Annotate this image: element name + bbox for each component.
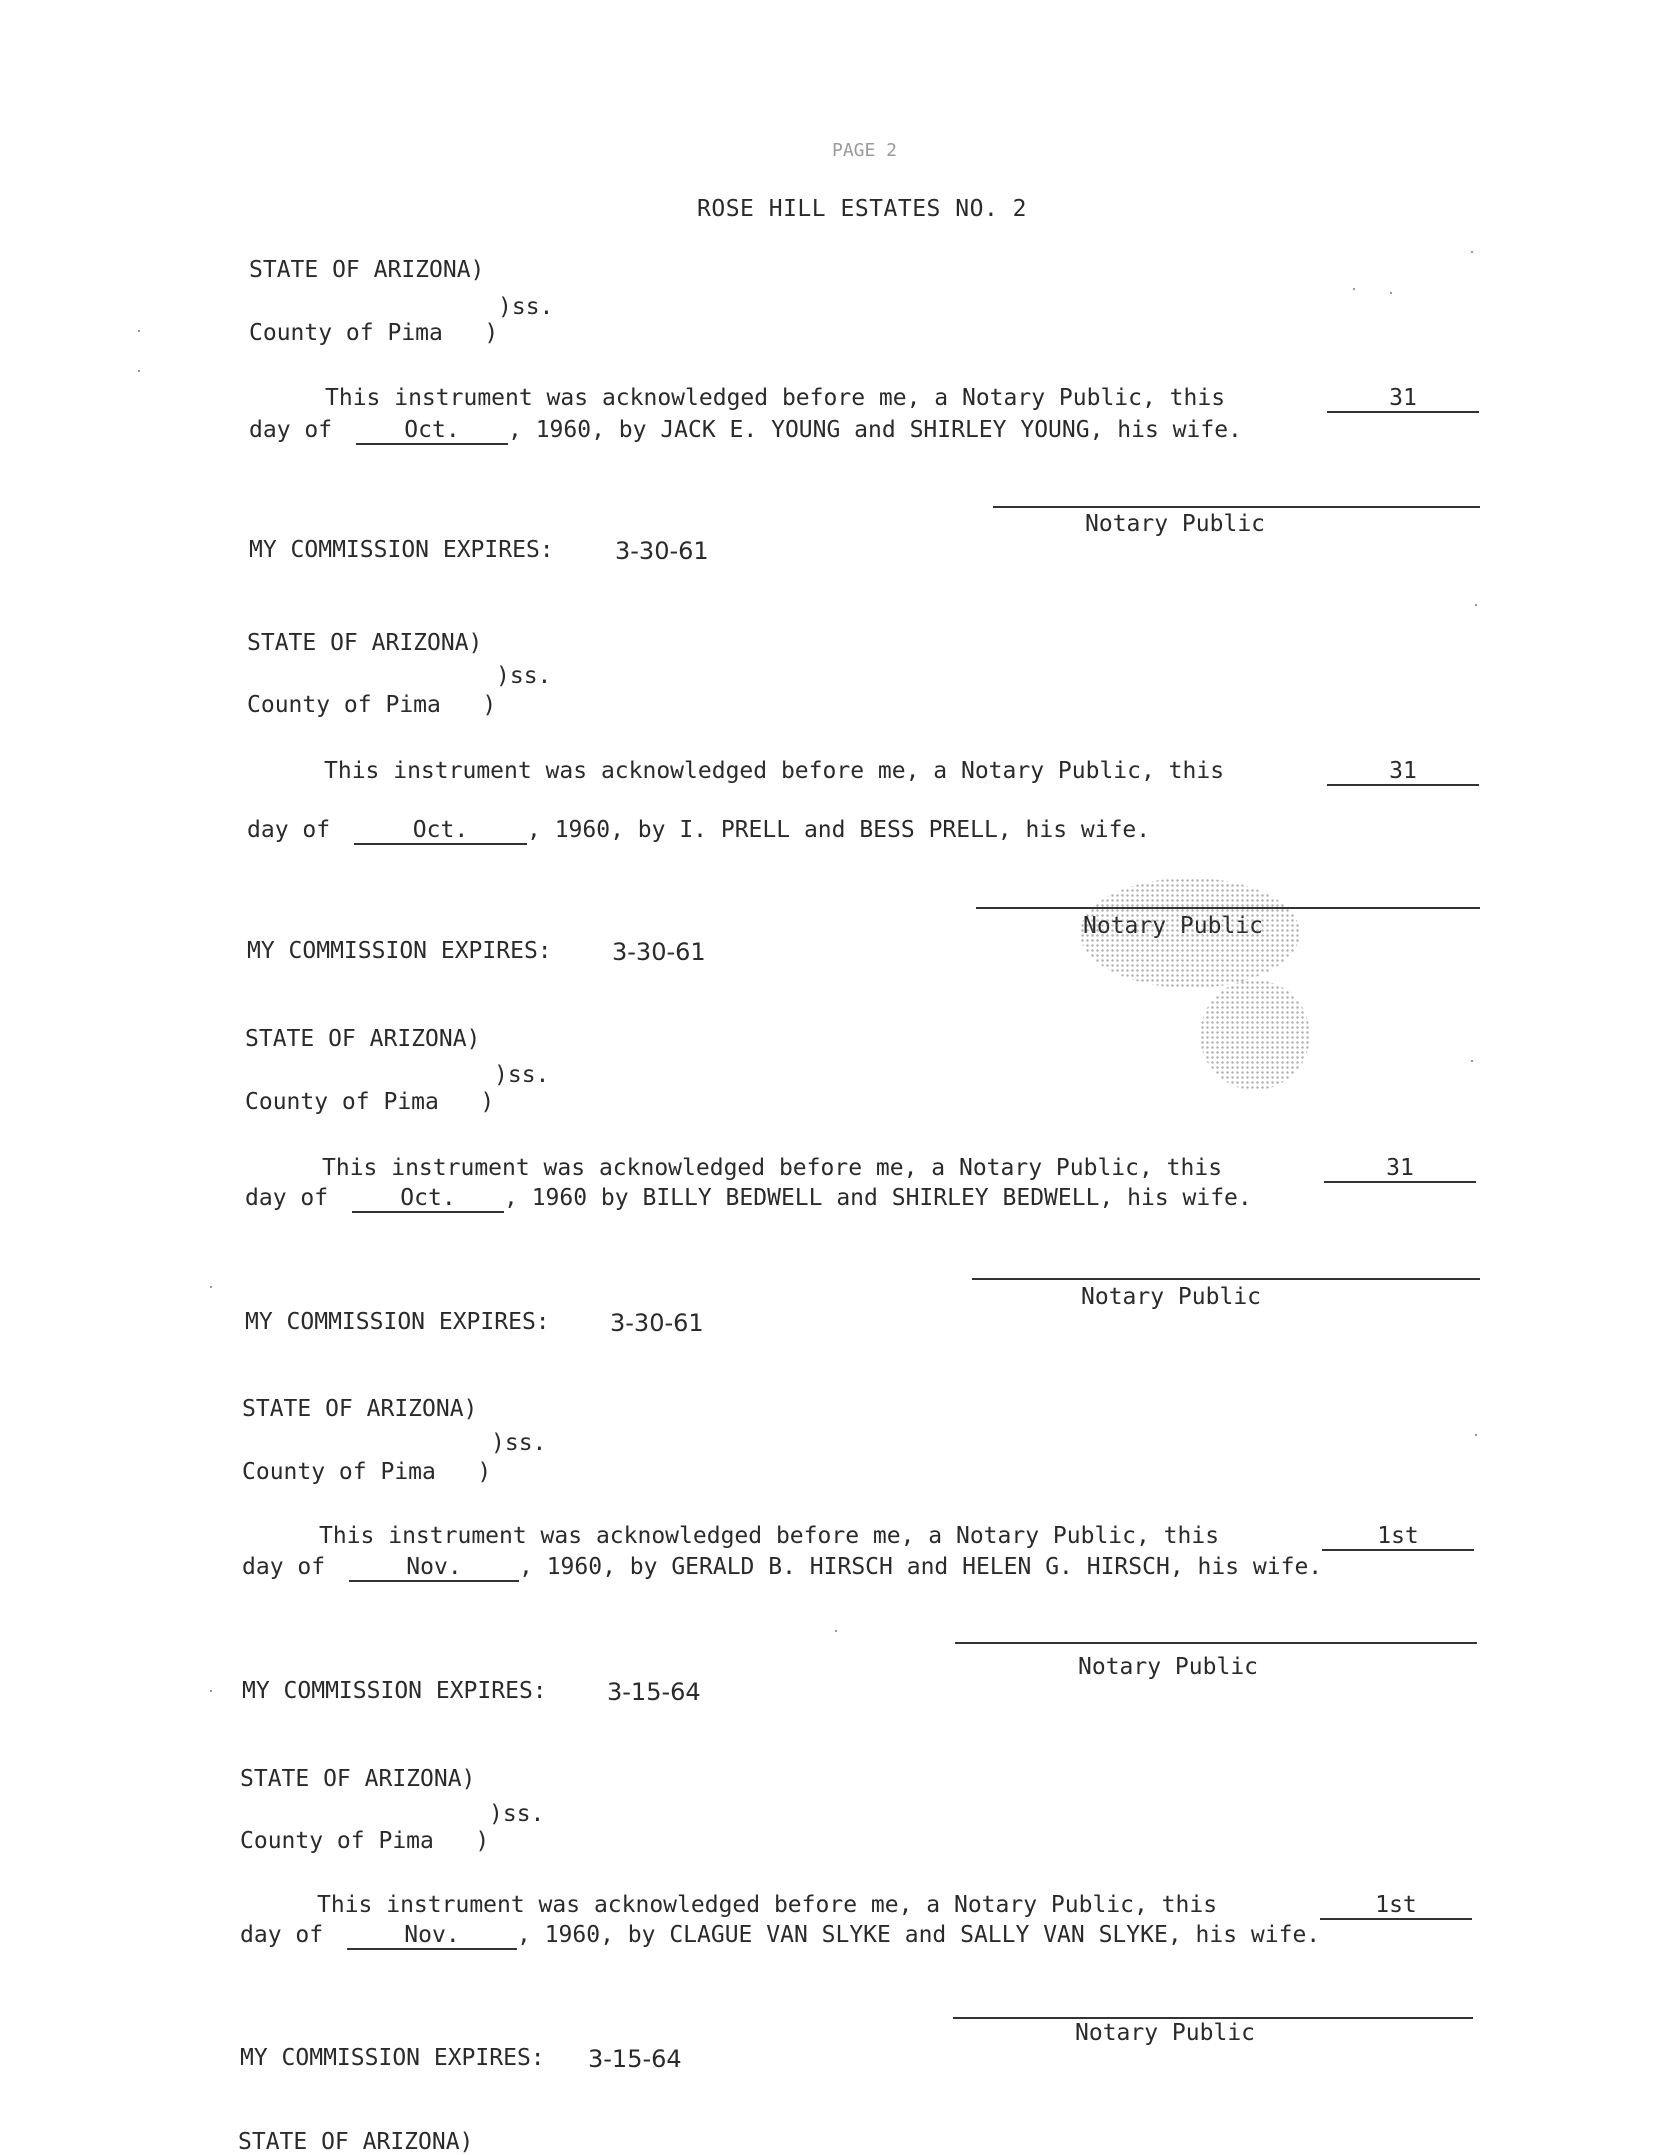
scan-speck	[210, 1690, 212, 1692]
commission-label: MY COMMISSION EXPIRES:	[249, 537, 554, 563]
ss-line: )ss.	[496, 663, 552, 689]
month-blank: Oct.	[356, 419, 508, 445]
ack-prefix: This instrument was acknowledged before me, a Notary Public, this	[317, 1892, 1218, 1918]
cutoff-state-line: STATE OF ARIZONA)	[238, 2129, 474, 2155]
commission-date: 3-15-64	[607, 1678, 701, 1706]
notary-signature-line	[955, 1642, 1477, 1644]
notary-seal-stamp	[1080, 878, 1300, 988]
day-of-label: day of	[245, 1185, 329, 1211]
county-line: County of Pima )	[240, 1828, 490, 1854]
month-blank: Oct.	[354, 819, 527, 845]
commission-date: 3-30-61	[612, 938, 706, 966]
state-line: STATE OF ARIZONA)	[245, 1026, 481, 1052]
scan-speck	[210, 1286, 212, 1288]
scan-speck	[1475, 604, 1477, 606]
commission-date: 3-30-61	[615, 537, 709, 565]
month-blank: Nov.	[349, 1556, 519, 1582]
state-line: STATE OF ARIZONA)	[249, 257, 485, 283]
parties-text: , 1960, by GERALD B. HIRSCH and HELEN G. HIRSCH, his wife.	[519, 1554, 1323, 1580]
month-blank: Nov.	[347, 1924, 517, 1950]
notary-public-label: Notary Public	[1083, 913, 1264, 939]
commission-date: 3-30-61	[610, 1309, 704, 1337]
notary-signature-line	[993, 506, 1480, 508]
scan-speck	[1353, 288, 1355, 290]
day-blank: 1st	[1322, 1525, 1474, 1551]
county-line: County of Pima )	[245, 1089, 495, 1115]
state-line: STATE OF ARIZONA)	[240, 1766, 476, 1792]
month-blank: Oct.	[352, 1187, 504, 1213]
notary-signature-line	[972, 1278, 1480, 1280]
ack-prefix: This instrument was acknowledged before me, a Notary Public, this	[319, 1523, 1220, 1549]
notary-public-label: Notary Public	[1081, 1284, 1262, 1310]
parties-text: , 1960, by JACK E. YOUNG and SHIRLEY YOUNG, his wife.	[508, 417, 1242, 443]
commission-label: MY COMMISSION EXPIRES:	[247, 938, 552, 964]
day-of-label: day of	[242, 1554, 326, 1580]
commission-label: MY COMMISSION EXPIRES:	[245, 1309, 550, 1335]
ack-prefix: This instrument was acknowledged before me, a Notary Public, this	[322, 1155, 1223, 1181]
scan-speck	[835, 1630, 837, 1632]
commission-label: MY COMMISSION EXPIRES:	[240, 2045, 545, 2071]
day-of-label: day of	[247, 817, 331, 843]
parties-text: , 1960, by CLAGUE VAN SLYKE and SALLY VAN SLYKE, his wife.	[517, 1922, 1321, 1948]
notary-public-label: Notary Public	[1078, 1654, 1259, 1680]
day-blank: 1st	[1320, 1894, 1472, 1920]
county-line: County of Pima )	[242, 1459, 492, 1485]
parties-text: , 1960 by BILLY BEDWELL and SHIRLEY BEDWELL, his wife.	[504, 1185, 1252, 1211]
ss-line: )ss.	[498, 294, 554, 320]
notary-public-label: Notary Public	[1075, 2020, 1256, 2046]
scan-speck	[1475, 1434, 1477, 1436]
document-title: ROSE HILL ESTATES NO. 2	[697, 196, 1027, 222]
state-line: STATE OF ARIZONA)	[242, 1396, 478, 1422]
day-blank: 31	[1327, 387, 1479, 413]
notary-seal-stamp-fragment	[1200, 980, 1310, 1090]
commission-label: MY COMMISSION EXPIRES:	[242, 1678, 547, 1704]
scan-speck	[1471, 251, 1473, 253]
scan-speck	[138, 370, 140, 372]
faint-page-header: PAGE 2	[832, 140, 898, 161]
day-blank: 31	[1327, 760, 1479, 786]
scan-speck	[1471, 1060, 1473, 1062]
ack-prefix: This instrument was acknowledged before me, a Notary Public, this	[325, 385, 1226, 411]
day-of-label: day of	[240, 1922, 324, 1948]
scan-speck	[138, 330, 140, 332]
day-of-label: day of	[249, 417, 333, 443]
ss-line: )ss.	[494, 1062, 550, 1088]
county-line: County of Pima )	[249, 320, 499, 346]
county-line: County of Pima )	[247, 692, 497, 718]
ss-line: )ss.	[489, 1801, 545, 1827]
parties-text: , 1960, by I. PRELL and BESS PRELL, his wife.	[527, 817, 1151, 843]
ss-line: )ss.	[491, 1430, 547, 1456]
scan-speck	[1390, 292, 1392, 294]
state-line: STATE OF ARIZONA)	[247, 630, 483, 656]
ack-prefix: This instrument was acknowledged before me, a Notary Public, this	[324, 758, 1225, 784]
notary-signature-line	[953, 2017, 1473, 2019]
commission-date: 3-15-64	[588, 2045, 682, 2073]
day-blank: 31	[1324, 1157, 1476, 1183]
notary-public-label: Notary Public	[1085, 511, 1266, 537]
